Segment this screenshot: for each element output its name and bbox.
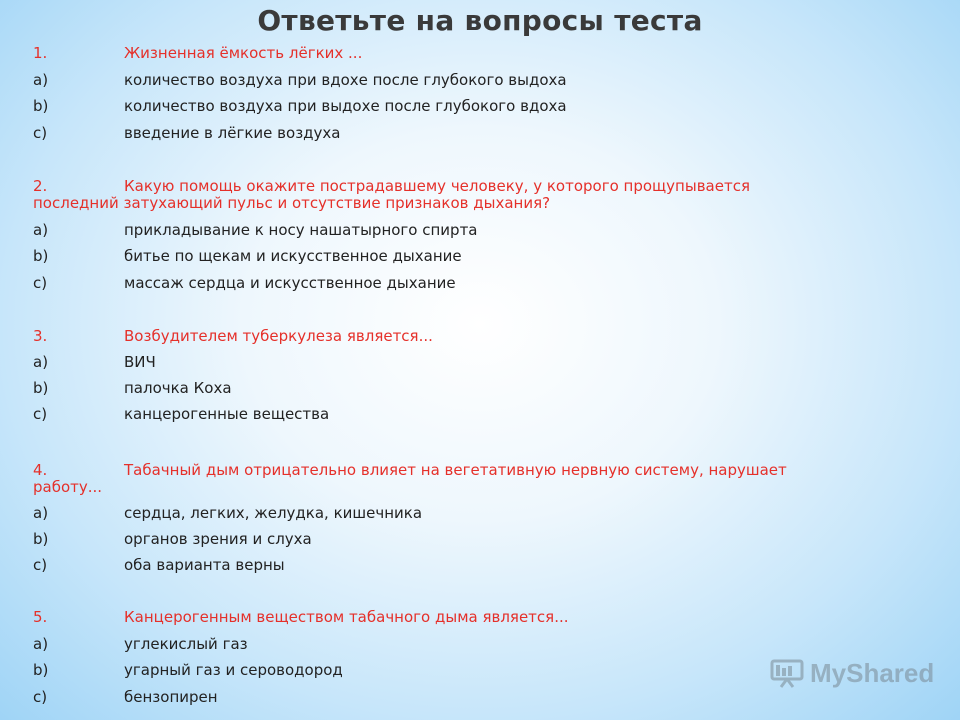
- presentation-board-icon: [770, 658, 804, 688]
- page-title: Ответьте на вопросы теста: [257, 4, 703, 37]
- option-text: органов зрения и слуха: [124, 530, 312, 548]
- question-text: Какую помощь окажите пострадавшему человеку, у которого прощупывается: [124, 177, 750, 195]
- option-4a: [33, 505, 933, 522]
- option-text: массаж сердца и искусственное дыхание: [124, 274, 456, 292]
- option-text: битье по щекам и искусственное дыхание: [124, 247, 462, 265]
- option-3a: [33, 354, 933, 371]
- question-text: Возбудителем туберкулеза является...: [124, 327, 433, 345]
- option-text: угарный газ и сероводород: [124, 661, 343, 679]
- option-5a: [33, 636, 933, 653]
- option-letter: a): [33, 353, 49, 371]
- option-text: ВИЧ: [124, 353, 156, 371]
- option-text: оба варианта верны: [124, 556, 285, 574]
- question-text: Жизненная ёмкость лёгких ...: [124, 44, 363, 62]
- question-4: [33, 462, 933, 479]
- question-text: Канцерогенным веществом табачного дыма является...: [124, 608, 569, 626]
- option-letter: b): [33, 530, 49, 548]
- option-letter: c): [33, 274, 48, 292]
- option-letter: b): [33, 661, 49, 679]
- option-text: количество воздуха при вдохе после глубокого выдоха: [124, 71, 567, 89]
- option-letter: a): [33, 504, 49, 522]
- option-letter: b): [33, 97, 49, 115]
- question-number: 1.: [33, 44, 48, 62]
- option-text: канцерогенные вещества: [124, 405, 330, 423]
- option-2a: [33, 222, 933, 239]
- question-3: [33, 328, 933, 345]
- question-4-continuation: работу...: [33, 478, 103, 496]
- option-4c: [33, 557, 933, 574]
- question-2-continuation: последний затухающий пульс и отсутствие признаков дыхания?: [33, 194, 551, 212]
- option-letter: a): [33, 221, 49, 239]
- option-text: количество воздуха при выдохе после глубокого вдоха: [124, 97, 567, 115]
- logo-text: MyShared: [810, 657, 935, 688]
- question-number: 4.: [33, 461, 48, 479]
- option-letter: a): [33, 71, 49, 89]
- option-letter: c): [33, 556, 48, 574]
- question-number: 2.: [33, 177, 48, 195]
- option-text: сердца, легких, желудка, кишечника: [124, 504, 423, 522]
- option-4b: [33, 531, 933, 548]
- option-text: бензопирен: [124, 688, 218, 706]
- option-1b: [33, 98, 933, 115]
- question-text: Табачный дым отрицательно влияет на вегетативную нервную систему, нарушает: [124, 461, 787, 479]
- question-1: [33, 45, 933, 62]
- option-3b: [33, 380, 933, 397]
- option-3c: [33, 406, 933, 423]
- option-text: прикладывание к носу нашатырного спирта: [124, 221, 478, 239]
- option-2c: [33, 275, 933, 292]
- option-text: палочка Коха: [124, 379, 232, 397]
- question-number: 3.: [33, 327, 48, 345]
- option-letter: c): [33, 405, 48, 423]
- option-letter: b): [33, 247, 49, 265]
- option-2b: [33, 248, 933, 265]
- option-5c: [33, 689, 933, 706]
- option-letter: b): [33, 379, 49, 397]
- site-logo: [770, 658, 934, 688]
- option-letter: c): [33, 124, 48, 142]
- option-letter: c): [33, 688, 48, 706]
- question-5: [33, 609, 933, 626]
- option-1a: [33, 72, 933, 89]
- option-1c: [33, 125, 933, 142]
- question-number: 5.: [33, 608, 48, 626]
- option-text: введение в лёгкие воздуха: [124, 124, 341, 142]
- option-text: углекислый газ: [124, 635, 248, 653]
- option-letter: a): [33, 635, 49, 653]
- question-2: [33, 178, 933, 195]
